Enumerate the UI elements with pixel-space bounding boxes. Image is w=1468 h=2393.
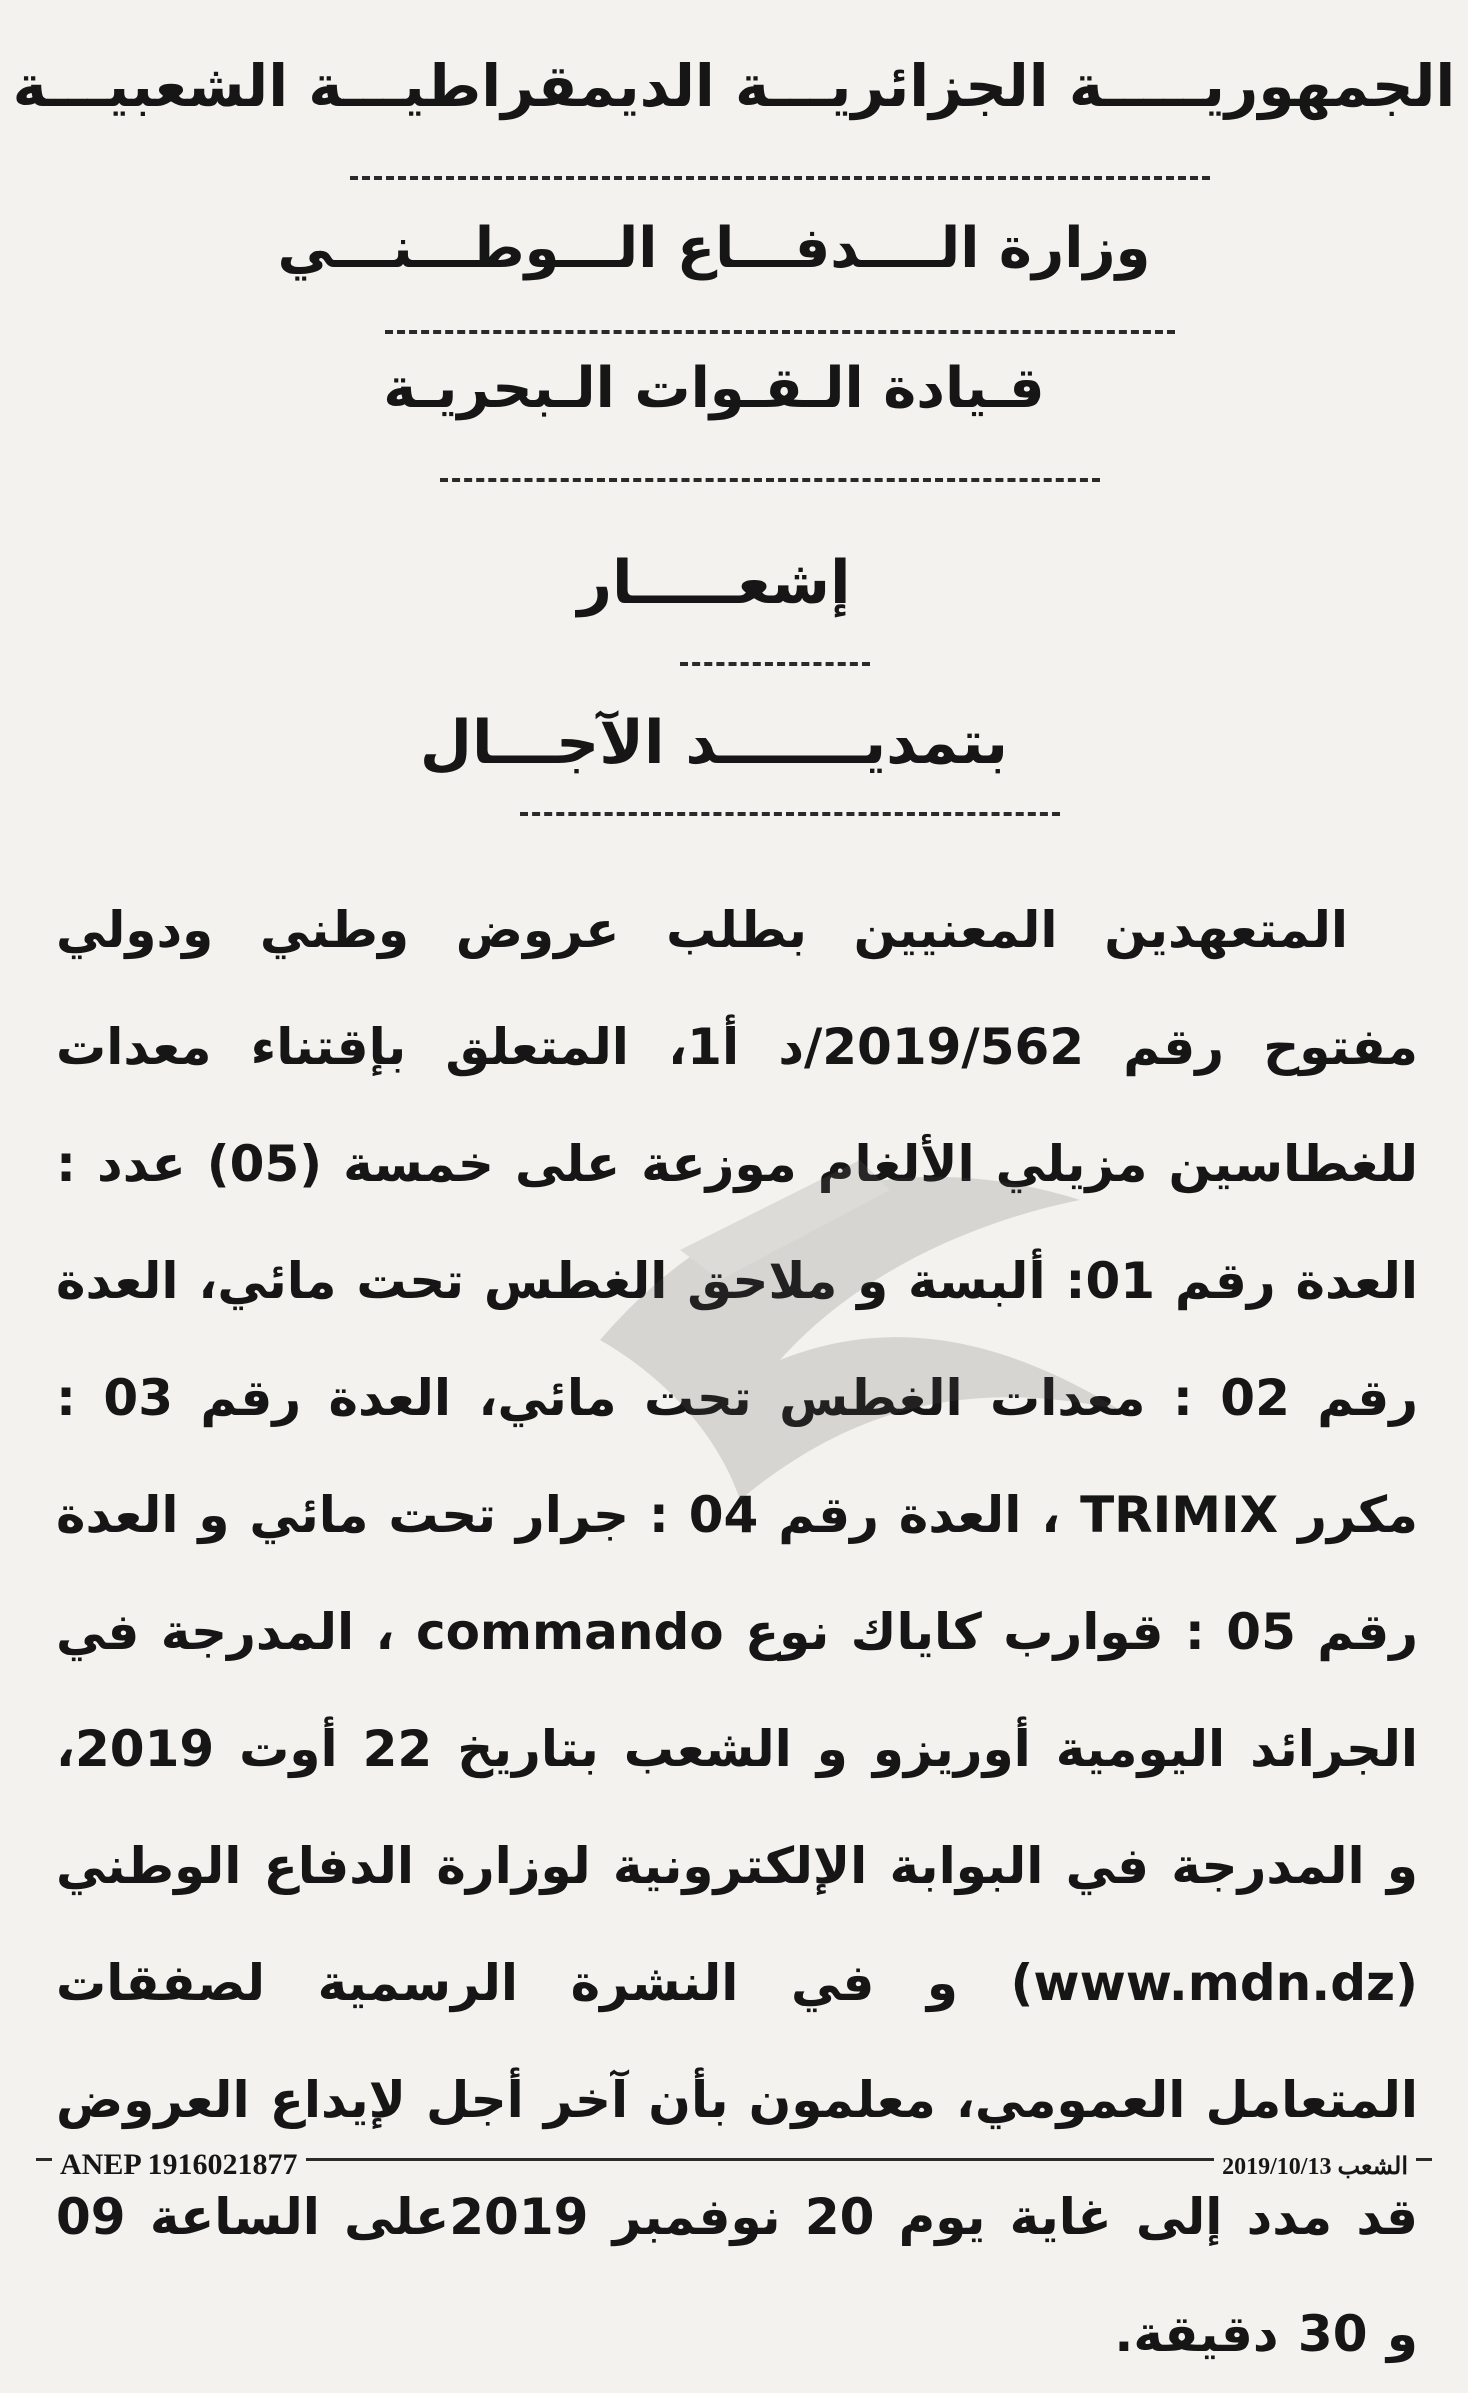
divider (520, 812, 1060, 816)
republic-heading: الجمهوريـــــة الجزائريـــة الديمقراطيـــة الشعبيـــة (12, 52, 1456, 120)
divider (680, 662, 870, 666)
newspaper-name: الشعب (1337, 2154, 1408, 2180)
divider (350, 176, 1210, 180)
ministry-heading: وزارة الــــدفـــاع الـــوطـــنـــي (277, 216, 1151, 281)
notice-body-paragraph: المتعهدين المعنيين بطلب عروض وطني ودولي مفتوح رقم 2019/562/د أ1، المتعلق بإقتناء معدات للغطاسين مزيلي الألغام موزعة على خمسة (05) عدد : العدة رقم 01: ألبسة و ملاحق الغطس تحت مائي، العدة رقم 02 : معدات الغطس تحت مائي، العدة رقم 03 : مكرر TRIMIX ، العدة رقم 04 : جرار تحت مائي و العدة رقم 05 : قوارب كاياك نوع commando ، المدرجة في الجرائد اليومية أوريزو و الشعب بتاريخ 22 أوت 2019، و المدرجة في البوابة الإلكترونية لوزارة الدفاع الوطني (www.mdn.dz) و في النشرة الرسمية لصفقات المتعامل العمومي، معلمون بأن آخر أجل لإيداع العروض قد مدد إلى غاية يوم 20 نوفمبر 2019على الساعة 09 و 30 دقيقة. (56, 901, 1419, 2363)
command-heading: قـيادة الـقـوات الـبحريـة (383, 356, 1045, 421)
publication-date: 2019/10/13 (1222, 2154, 1332, 2180)
notice-subtitle: بتمديـــــــد الآجـــال (419, 708, 1009, 778)
divider (385, 330, 1175, 334)
notice-title: إشعـــــار (577, 548, 851, 618)
anep-reference: ANEP 1916021877 (52, 2148, 306, 2182)
publication-info (1214, 2152, 1416, 2181)
divider (440, 478, 1100, 482)
